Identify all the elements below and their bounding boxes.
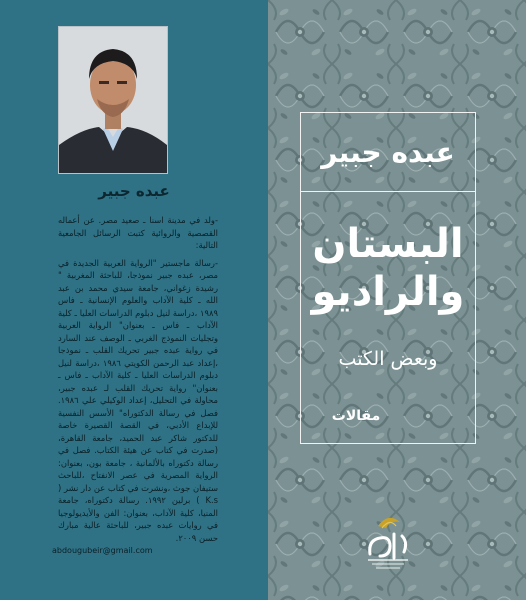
author-bio bbox=[58, 214, 218, 543]
bio-paragraph: -ولد في مدينة اسنا ـ صعيد مصر. عن أعماله القصصية والروائية كتبت الرسائل الجامعية التالية: bbox=[58, 215, 218, 250]
book-title-line: والراديو bbox=[311, 269, 465, 315]
author-email: abdougubeir@gmail.com bbox=[52, 546, 153, 555]
book-subtitle: وبعض الكتب bbox=[338, 348, 438, 370]
book-title-line: البستان bbox=[312, 221, 464, 267]
bio-paragraph: -رسالة ماجستير "الرواية العربية الجديدة في مصر، عبده جبير نموذجا، للباحثة المغربية " رشيدة زغواني، جامعة سيدي محمد بن عبد الله ـ كلية الآداب والعلوم الإنسانية ـ فاس ١٩٨٩ ،دراسة لنيل دبلوم الدراسات العليا ـ كلية الآداب ـ فاس ـ بعنوان" الرواية العربية وتجليات النموذج الغربي ـ الوصف عند السارد في رواية عبده جبير تحريك القلب ـ نموذجا ،إعداد عبد الرحمن الكويتي ١٩٨٦ ،دراسة لنيل دبلوم الدراسات العليا ـ كلية الآداب ـ فاس ـ بعنوان" رواية تحريك القلب لـ عبده جبير، محاولة في التحليل، إعداد الوكيلي علي ١٩٨٦. فصل في رسالة الدكتوراه" الأسس النفسية للإبداع الأدبي، في القصة القصيرة خاصة للدكتور شاكر عبد الحميد، جامعة القاهرة، (صدرت في كتاب عن هيئة الكتاب. فصل في رسالة دكتوراه بالألمانية ، جامعة بون، بعنوان: الرواية المصرية في عصر الانفتاح ،للباحث ستيفان جوث ،ونشرت في كتاب عن دار نشر ( K.s ) برلين ١٩٩٢. رسالة دكتوراه، جامعة المنيا، كلية الآداب، بعنوان: الفن والأيديولوجيا في روايات عبده جبير، للباحثة عالية مبارك حسن ٢٠٠٩. bbox=[58, 257, 218, 543]
author-portrait-image bbox=[59, 27, 167, 173]
awraq-logo-icon bbox=[360, 512, 416, 572]
author-photo bbox=[58, 26, 168, 174]
back-author-name: عبده جبير bbox=[98, 182, 170, 200]
book-genre: مقالات bbox=[331, 408, 381, 424]
frame-divider bbox=[301, 191, 475, 192]
publisher-logo bbox=[360, 512, 416, 572]
book-title bbox=[300, 220, 476, 316]
front-author-name: عبده جبير bbox=[321, 136, 455, 169]
